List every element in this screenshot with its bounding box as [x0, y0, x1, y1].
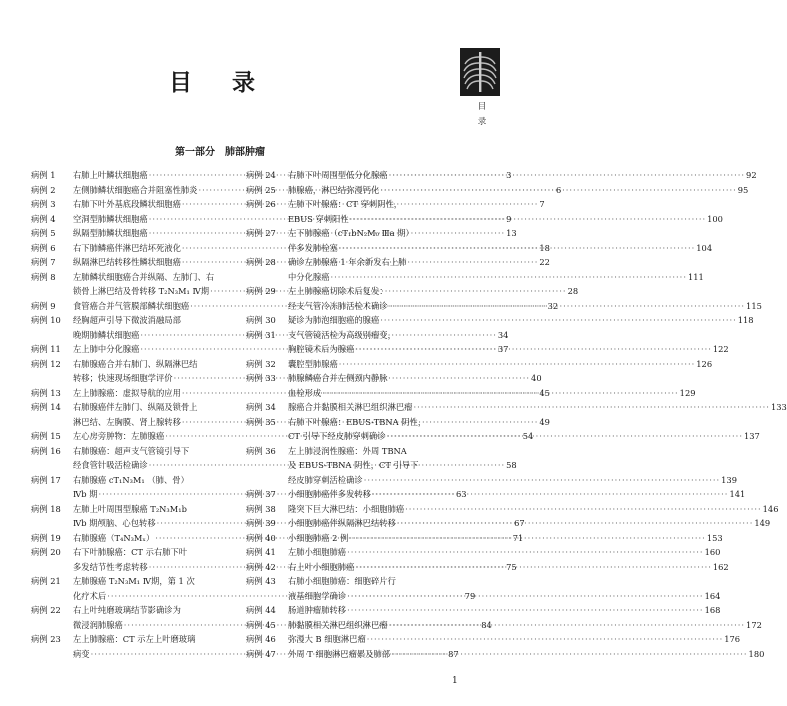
- case-number: 病例 14: [31, 402, 61, 412]
- entry-line: [288, 502, 779, 517]
- entry-title: CT 引导下经皮肺穿刺确诊: [288, 431, 386, 441]
- entry-page: 3: [506, 170, 512, 180]
- case-number: 病例 3: [31, 199, 56, 209]
- section-tab-label: [476, 100, 488, 130]
- case-number: 病例 46: [246, 634, 276, 644]
- entry-line: [288, 183, 749, 198]
- entry-page: 137: [743, 431, 760, 441]
- entry-page: 71: [512, 532, 524, 543]
- toc-entry[interactable]: [246, 603, 721, 618]
- case-number: 病例 47: [246, 648, 276, 659]
- entry-line: [288, 197, 456, 212]
- entry-title: 经皮肺穿刺活检确诊: [288, 474, 363, 485]
- dot-leader: [364, 473, 720, 488]
- entry-title: 右肺下叶腺癌：EBUS-TBNA 阴性，: [288, 416, 427, 427]
- dot-leader: [331, 270, 687, 285]
- dot-leader: [322, 386, 678, 401]
- entry-title: 小细胞肺癌伴纵隔淋巴结转移: [288, 518, 396, 528]
- entry-line: [73, 603, 241, 618]
- entry-title: 经胸超声引导下微波消融局部: [73, 315, 181, 325]
- entry-line: [288, 444, 456, 459]
- entry-line: [288, 603, 721, 618]
- case-number: 病例 9: [31, 300, 56, 311]
- entry-line: [288, 574, 456, 589]
- entry-page: 45: [539, 387, 550, 398]
- entry-title: 支气管镜活检为高级别瘤变，: [288, 329, 396, 340]
- entry-title: 小细胞肺癌伴多发转移: [288, 489, 371, 499]
- case-number: 病例 41: [246, 547, 276, 557]
- entry-line: [288, 371, 456, 386]
- entry-page: 84: [481, 619, 492, 630]
- entry-line: [288, 255, 456, 270]
- entry-page: 7: [539, 199, 545, 209]
- case-number: 病例 40: [246, 532, 276, 543]
- entry-line: [73, 400, 241, 415]
- entry-line: [288, 545, 721, 560]
- entry-page: 164: [704, 590, 721, 601]
- entry-page: 22: [539, 257, 550, 267]
- case-number: 病例 18: [31, 503, 61, 514]
- toc-entry[interactable]: [246, 400, 787, 415]
- dot-leader: [349, 531, 705, 546]
- entry-page: 149: [754, 518, 771, 528]
- entry-line: [288, 400, 787, 415]
- entry-page: 176: [724, 634, 741, 644]
- entry-title: 左上肺中分化腺癌: [73, 344, 140, 354]
- entry-title: 左上肺腺癌：CT 示左上叶磨玻璃: [73, 634, 196, 644]
- dot-leader: [339, 241, 695, 256]
- entry-page: 75: [506, 561, 517, 572]
- case-number: 病例 42: [246, 561, 276, 572]
- entry-line: [73, 545, 241, 560]
- entry-title: 左上肺浸润性腺癌：外周 TBNA: [288, 445, 407, 456]
- tab-label-char: 录: [477, 117, 487, 127]
- entry-content: [288, 647, 765, 662]
- entry-page: 9: [506, 213, 512, 224]
- case-number: 病例 27: [246, 228, 276, 238]
- dot-leader: [380, 183, 736, 198]
- entry-content: [288, 183, 749, 198]
- entry-title: 微浸润肺腺癌: [73, 619, 123, 630]
- entry-content: [288, 197, 723, 226]
- entry-line: [73, 473, 241, 488]
- entry-line: [73, 502, 241, 517]
- entry-page: 6: [555, 184, 562, 195]
- dot-leader: [387, 429, 743, 444]
- entry-page: 54: [522, 431, 534, 441]
- entry-title: 左上肺腺癌切除术后复发：: [288, 286, 388, 296]
- toc-entry[interactable]: [246, 183, 749, 198]
- dot-leader: [405, 502, 761, 517]
- page-number: 1: [452, 676, 458, 686]
- entry-title: 左下肺腺癌（cT₁bN₂M₀ Ⅲa 期）: [288, 228, 414, 238]
- case-number: 病例 6: [31, 242, 56, 253]
- case-number: 病例 15: [31, 431, 61, 441]
- entry-title: 确诊左肺腺癌 1 年余新发右上肺: [288, 257, 407, 267]
- case-number: 病例 39: [246, 518, 276, 528]
- entry-title: 化疗术后: [73, 590, 107, 601]
- toc-entry[interactable]: [246, 357, 713, 372]
- entry-page: 104: [696, 242, 713, 253]
- entry-line: [288, 357, 713, 372]
- entry-title: 胸腔镜术后为腺癌: [288, 344, 355, 354]
- entry-title: 右肺上叶鳞状细胞癌: [73, 170, 148, 180]
- entry-page: 141: [729, 489, 746, 499]
- entry-title: 纵隔型肺鳞状细胞癌: [73, 228, 148, 238]
- entry-title: 肺腺癌，淋巴结弥漫钙化: [288, 184, 380, 195]
- entry-page: 180: [748, 648, 765, 659]
- entry-title: 右肺腺癌伴左肺门、纵隔及锁骨上: [73, 402, 198, 412]
- entry-title: 锁骨上淋巴结及骨转移 T₂N₃M₁ Ⅳ期: [73, 286, 210, 296]
- case-number: 病例 19: [31, 532, 61, 543]
- entry-line: [288, 313, 754, 328]
- entry-title: 左上肺腺癌：虚拟导航的应用: [73, 387, 181, 398]
- ribcage-icon: [460, 48, 500, 96]
- entry-title: 左肺下叶腺癌：CT 穿刺阴性，: [288, 199, 403, 209]
- case-number: 病例 31: [246, 329, 276, 340]
- dot-leader: [339, 357, 695, 372]
- entry-title: 左肺腺癌 T₂N₃M₁ Ⅳ期，第 1 次: [73, 576, 195, 586]
- case-number: 病例 36: [246, 445, 276, 456]
- entry-title: 多发结节性考虑转移: [73, 561, 148, 572]
- page-title: 目 录: [168, 69, 271, 96]
- case-number: 病例 7: [31, 257, 56, 267]
- entry-line: [73, 270, 241, 285]
- dot-leader: [389, 618, 745, 633]
- dot-leader: [389, 299, 745, 314]
- case-number: 病例 26: [246, 199, 276, 209]
- entry-title: 液基细胞学确诊: [288, 590, 347, 601]
- case-number: 病例 2: [31, 184, 56, 195]
- entry-title: 弥漫大 B 细胞淋巴瘤: [288, 634, 366, 644]
- case-number: 病例 33: [246, 373, 276, 383]
- entry-content: [288, 313, 754, 328]
- entry-line: [288, 226, 456, 241]
- entry-title: 小细胞肺癌 2 例: [288, 532, 349, 543]
- entry-line: [288, 647, 765, 662]
- dot-leader: [347, 603, 703, 618]
- toc-entry[interactable]: [246, 647, 765, 662]
- entry-content: [288, 357, 713, 372]
- entry-line: [288, 328, 456, 343]
- entry-line: [288, 168, 757, 183]
- entry-title: 肺黏膜相关淋巴组织淋巴瘤: [288, 619, 388, 630]
- case-number: 病例 44: [246, 605, 276, 615]
- entry-title: 经食管针吸活检确诊: [73, 460, 148, 470]
- case-number: 病例 4: [31, 213, 56, 224]
- entry-page: 40: [531, 373, 542, 383]
- entry-page: 153: [706, 532, 723, 543]
- entry-title: 右肺下叶外基底段鳞状细胞癌: [73, 199, 181, 209]
- dot-leader: [372, 487, 728, 502]
- case-number: 病例 11: [31, 344, 61, 354]
- entry-title: 左肺上叶周围型腺癌 T₂N₃M₁b: [73, 503, 187, 514]
- dot-leader: [380, 313, 736, 328]
- entry-page: 87: [448, 648, 459, 659]
- entry-title: 疑诊为肺泡细胞癌的腺癌: [288, 315, 380, 325]
- entry-page: 129: [679, 387, 696, 398]
- entry-page: 79: [464, 590, 476, 601]
- entry-content: [288, 502, 779, 517]
- entry-page: 126: [696, 358, 713, 369]
- toc-entry[interactable]: [246, 502, 779, 517]
- case-number: 病例 43: [246, 576, 276, 586]
- entry-title: 左肺小细胞肺癌: [288, 547, 347, 557]
- entry-title: 空洞型肺鳞状细胞癌: [73, 213, 148, 224]
- dot-leader: [413, 400, 769, 415]
- dot-leader: [389, 168, 745, 183]
- dot-leader: [350, 212, 706, 227]
- entry-page: 146: [762, 503, 779, 514]
- case-number: 病例 29: [246, 286, 276, 296]
- entry-line: [73, 444, 241, 459]
- entry-page: 37: [497, 344, 509, 354]
- entry-line: [288, 212, 723, 227]
- entry-content: [288, 632, 741, 647]
- entry-title: 病变: [73, 648, 90, 659]
- entry-page: 32: [547, 300, 559, 311]
- entry-title: 右肺腺癌：超声支气管镜引导下: [73, 445, 190, 456]
- entry-page: 118: [737, 315, 754, 325]
- entry-page: 172: [746, 619, 762, 630]
- case-number: 病例 45: [246, 619, 276, 630]
- entry-page: 49: [539, 416, 550, 427]
- entry-title: 右肺腺癌 cT₁N₃M₁ （肺、骨）: [73, 474, 189, 485]
- case-number: 病例 32: [246, 358, 276, 369]
- entry-page: 58: [506, 460, 517, 470]
- case-number: 病例 17: [31, 474, 61, 485]
- entry-page: 63: [456, 489, 467, 499]
- dot-leader: [347, 545, 703, 560]
- toc-entry[interactable]: [246, 197, 723, 226]
- entry-title: 囊腔型肺腺癌: [288, 358, 338, 369]
- case-number: 病例 28: [246, 257, 276, 267]
- entry-page: 28: [567, 286, 579, 296]
- entry-page: 100: [707, 213, 723, 224]
- entry-title: 右肺小细胞肺癌：细胞碎片行: [288, 576, 396, 586]
- entry-page: 111: [687, 271, 704, 282]
- entry-content: [288, 603, 721, 618]
- toc-entry[interactable]: [246, 632, 741, 647]
- case-number: 病例 21: [31, 576, 61, 586]
- entry-title: EBUS 穿刺阳性: [288, 213, 349, 224]
- case-number: 病例 8: [31, 271, 56, 282]
- chest-xray-thumbnail: [460, 48, 500, 96]
- entry-title: 伴多发肺栓塞: [288, 242, 338, 253]
- entry-page: 133: [770, 402, 787, 412]
- entry-page: 115: [746, 300, 762, 311]
- dot-leader: [347, 589, 703, 604]
- entry-line: [288, 458, 456, 473]
- entry-title: 左肺鳞状细胞癌合并纵隔、左肺门、右: [73, 271, 215, 282]
- entry-title: 隆突下巨大淋巴结：小细胞肺癌: [288, 503, 405, 514]
- entry-title: 右上叶小细胞肺癌: [288, 561, 355, 572]
- case-number: 病例 24: [246, 170, 276, 180]
- case-number: 病例 20: [31, 547, 61, 557]
- case-number: 病例 16: [31, 445, 61, 456]
- entry-line: [288, 415, 456, 430]
- entry-title: 外周 T 细胞淋巴瘤累及肺部: [288, 648, 391, 659]
- entry-content: [288, 400, 787, 415]
- case-number: 病例 30: [246, 315, 276, 325]
- entry-title: 转移；快速现场细胞学评价: [73, 373, 173, 383]
- case-number: 病例 22: [31, 605, 61, 615]
- case-number: 病例 1: [31, 170, 56, 180]
- entry-title: 右肺腺癌合并右肺门、纵隔淋巴结: [73, 358, 198, 369]
- entry-line: [73, 357, 241, 372]
- entry-title: 肺腺鳞癌合并左侧颈内静脉: [288, 373, 388, 383]
- tab-label-char: 目: [477, 102, 487, 112]
- entry-line: [288, 632, 741, 647]
- part-heading: 第一部分 肺部肿瘤: [175, 147, 265, 158]
- entry-content: [288, 545, 721, 560]
- entry-page: 122: [712, 344, 729, 354]
- entry-title: 血栓形成: [288, 387, 322, 398]
- case-number: 病例 34: [246, 402, 276, 412]
- entry-title: 右下肺鳞癌伴淋巴结坏死液化: [73, 242, 181, 253]
- entry-title: Ⅳb 期颅脑、心包转移: [73, 518, 156, 528]
- dot-leader: [355, 342, 711, 357]
- entry-title: 及 EBUS-TBNA 阴性，CT 引导下: [288, 460, 419, 470]
- entry-line: [73, 574, 241, 589]
- entry-page: 18: [539, 242, 550, 253]
- entry-title: 左心房旁肿物：左肺腺癌: [73, 431, 165, 441]
- entry-line: [288, 473, 737, 488]
- toc-entry[interactable]: [246, 168, 757, 183]
- entry-page: 139: [721, 474, 737, 485]
- entry-title: Ⅳb 期: [73, 489, 98, 499]
- entry-page: 162: [712, 561, 729, 572]
- entry-title: 左侧肺鳞状细胞癌合并阻塞性肺炎: [73, 184, 198, 195]
- entry-title: 右上叶纯磨玻璃结节影确诊为: [73, 605, 181, 615]
- case-number: 病例 23: [31, 634, 61, 644]
- entry-page: 92: [746, 170, 757, 180]
- case-number: 病例 12: [31, 358, 61, 369]
- case-number: 病例 13: [31, 387, 61, 398]
- entry-line: [288, 270, 704, 285]
- entry-title: 纵隔淋巴结转移性鳞状细胞癌: [73, 257, 181, 267]
- dot-leader: [397, 516, 753, 531]
- entry-line: [73, 632, 241, 647]
- entry-title: 中分化腺癌: [288, 271, 330, 282]
- case-number: 病例 5: [31, 228, 56, 238]
- dot-leader: [391, 647, 747, 662]
- case-number: 病例 35: [246, 416, 276, 427]
- toc-entry[interactable]: [246, 313, 754, 328]
- entry-page: 95: [737, 184, 749, 195]
- case-number: 病例 10: [31, 315, 61, 325]
- entry-title: 右肺腺癌（T₄N₃Mₓ）: [73, 532, 155, 543]
- entry-title: 右肺下叶周围型低分化腺癌: [288, 170, 388, 180]
- entry-page: 34: [497, 329, 509, 340]
- toc-entry[interactable]: [246, 545, 721, 560]
- case-number: 病例 38: [246, 503, 276, 514]
- entry-title: 晚期肺鳞状细胞癌: [73, 329, 140, 340]
- entry-line: [73, 313, 241, 328]
- dot-leader: [367, 632, 723, 647]
- entry-title: 食管癌合并气管膜部鳞状细胞癌: [73, 300, 190, 311]
- dot-leader: [355, 560, 711, 575]
- entry-title: 肠道肿瘤肺转移: [288, 605, 347, 615]
- entry-page: 13: [506, 228, 517, 238]
- entry-page: 160: [704, 547, 721, 557]
- entry-line: [288, 284, 456, 299]
- entry-title: 经支气管冷冻肺活检术确诊: [288, 300, 388, 311]
- case-number: 病例 37: [246, 489, 276, 499]
- entry-title: 淋巴结、左胸膜、肾上腺转移: [73, 416, 181, 427]
- entry-title: 右下叶肺腺癌：CT 示右肺下叶: [73, 547, 188, 557]
- entry-page: 168: [704, 605, 721, 615]
- entry-content: [288, 168, 757, 183]
- entry-title: 腺癌合并黏膜相关淋巴组织淋巴瘤: [288, 402, 413, 412]
- entry-page: 67: [514, 518, 525, 528]
- case-number: 病例 25: [246, 184, 276, 195]
